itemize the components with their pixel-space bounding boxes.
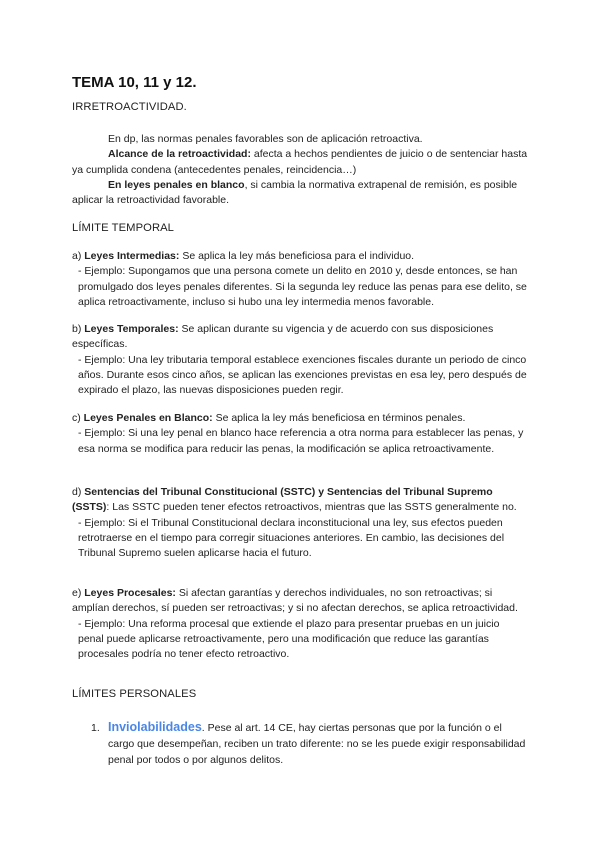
inviolabilidades-title: Inviolabilidades — [108, 720, 202, 734]
irretroactividad-body — [72, 132, 528, 208]
leyes-blanco-label: En leyes penales en blanco — [108, 178, 245, 191]
alcance-label: Alcance de la retroactividad: — [108, 148, 251, 161]
heading-limites-personales: LÍMITES PERSONALES — [72, 688, 197, 700]
document-title: TEMA 10, 11 y 12. — [72, 74, 197, 91]
inviolabilidades-text: . Pese al art. 14 CE, hay ciertas personas que por la función o el cargo que desempeñan, reciben un trato diferente: no se les puede exigir responsabilidad penal por todos o por algunos delitos. — [108, 722, 526, 766]
item-leyes-temporales — [72, 322, 528, 398]
item-leyes-intermedias — [72, 249, 528, 310]
paragraph-normas-favorables: En dp, las normas penales favorables son de aplicación retroactiva. — [108, 133, 423, 145]
item-prefix: b) — [72, 323, 85, 335]
item-label: Leyes Temporales: — [84, 323, 179, 335]
item-label: Sentencias del Tribunal Constitucional (SSTC) y Sentencias del Tribunal Supremo (SSTS) — [72, 486, 493, 514]
item-leyes-procesales — [72, 586, 528, 662]
item-prefix: c) — [72, 412, 84, 424]
item-text: Si afectan garantías y derechos individuales, no son retroactivas; si amplían derechos, sí pueden ser retroactivas; y si no afectan derechos, se aplica retroactividad. — [72, 587, 518, 615]
item-text: Se aplica la ley más beneficiosa para el individuo. — [179, 250, 415, 262]
item-label: Leyes Procesales: — [84, 587, 176, 599]
list-number: 1. — [91, 722, 100, 734]
item-label: Leyes Penales en Blanco: — [83, 412, 213, 424]
item-text: : Las SSTC pueden tener efectos retroactivos, mientras que las SSTS generalmente no. — [106, 501, 517, 514]
item-example: - Ejemplo: Una reforma procesal que extiende el plazo para presentar pruebas en un juicio penal puede aplicarse retroactivamente, pero una modificación que reduce las garantías procesales podría no tener efecto retroactivo. — [78, 617, 500, 661]
item-leyes-penales-blanco — [72, 411, 528, 457]
item-inviolabilidades — [108, 719, 528, 768]
item-example: - Ejemplo: Supongamos que una persona comete un delito en 2010 y, desde entonces, se han promulgado dos leyes penales diferentes. Si la segunda ley reduce las penas para ese delito, se aplica retroactivamente, incluso si hubo una ley intermedia menos favorable. — [78, 265, 527, 308]
heading-irretroactividad: IRRETROACTIVIDAD. — [72, 101, 187, 113]
paragraph-leyes-blanco — [72, 178, 528, 209]
item-text: Se aplica la ley más beneficiosa en términos penales. — [212, 412, 466, 424]
item-prefix: a) — [72, 250, 85, 262]
item-label: Leyes Intermedias: — [84, 250, 180, 262]
heading-limite-temporal: LÍMITE TEMPORAL — [72, 222, 175, 234]
leyes-blanco-text: , si cambia la normativa extrapenal de remisión, es posible aplicar la retroactividad favorable. — [72, 178, 518, 207]
item-sentencias — [72, 485, 528, 561]
item-example: - Ejemplo: Una ley tributaria temporal establece exenciones fiscales durante un periodo de cinco años. Durante esos cinco años, se aplican las exenciones previstas en esa ley, pero después de expirado el plazo, las nuevas disposiciones pueden regir. — [78, 353, 527, 397]
item-prefix: e) — [72, 587, 85, 599]
paragraph-alcance — [72, 147, 528, 178]
item-prefix: d) — [72, 486, 85, 498]
alcance-text: afecta a hechos pendientes de juicio o de sentenciar hasta ya cumplida condena (antecedentes penales, reincidencia…) — [72, 148, 528, 176]
item-example: - Ejemplo: Si el Tribunal Constitucional declara inconstitucional una ley, sus efectos pueden retrotraerse en el tiempo para corregir situaciones anteriores. En cambio, las decisiones del Tribunal Supremo suelen aplicarse hacia el futuro. — [78, 516, 505, 560]
item-example: - Ejemplo: Si una ley penal en blanco hace referencia a otra norma para establecer las penas, y esa norma se modifica para reducir las penas, la modificación se aplica retroactivamente. — [78, 427, 524, 455]
item-text: Se aplican durante su vigencia y de acuerdo con sus disposiciones específicas. — [72, 323, 494, 351]
